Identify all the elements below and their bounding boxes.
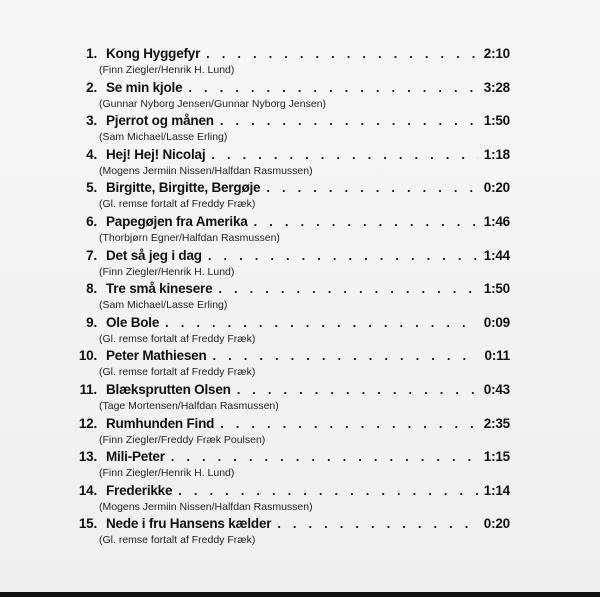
track-item bbox=[70, 280, 510, 314]
track-item bbox=[70, 515, 510, 549]
track-item bbox=[70, 112, 510, 146]
track-title: Nede i fru Hansens kælder bbox=[106, 516, 272, 532]
track-duration: 0:43 bbox=[483, 381, 510, 397]
dot-leader bbox=[220, 415, 478, 433]
track-number: 10. bbox=[78, 348, 97, 364]
track-credit: (Finn Ziegler/Henrik H. Lund) bbox=[99, 265, 235, 278]
dot-leader bbox=[218, 280, 477, 298]
dot-leader bbox=[206, 45, 478, 63]
track-credit: (Gl. remse fortalt af Freddy Fræk) bbox=[99, 198, 256, 211]
track-title: Kong Hyggefyr bbox=[106, 46, 201, 61]
track-item bbox=[70, 79, 510, 113]
track-item bbox=[70, 448, 510, 482]
track-duration: 1:14 bbox=[483, 482, 510, 498]
track-number: 11. bbox=[79, 381, 97, 397]
track-title: Frederikke bbox=[106, 482, 173, 498]
track-duration: 1:46 bbox=[483, 213, 510, 229]
track-credit: (Thorbjørn Egner/Halfdan Rasmussen) bbox=[99, 231, 280, 244]
track-credit: (Gl. remse fortalt af Freddy Fræk) bbox=[99, 534, 256, 547]
track-title: Birgitte, Birgitte, Bergøje bbox=[106, 180, 261, 196]
track-item bbox=[70, 179, 510, 213]
track-credit: (Finn Ziegler/Henrik H. Lund) bbox=[99, 64, 235, 76]
track-number: 7. bbox=[86, 247, 97, 263]
track-number: 1. bbox=[86, 46, 97, 61]
dot-leader bbox=[237, 381, 478, 399]
track-number: 12. bbox=[78, 415, 97, 431]
track-credit: (Gl. remse fortalt af Freddy Fræk) bbox=[99, 366, 256, 379]
track-credit: (Tage Mortensen/Halfdan Rasmussen) bbox=[99, 399, 279, 412]
track-item bbox=[70, 381, 510, 415]
track-title: Se min kjole bbox=[106, 79, 183, 95]
track-duration: 2:10 bbox=[483, 46, 510, 61]
track-credit: (Mogens Jermiin Nissen/Halfdan Rasmussen) bbox=[99, 500, 313, 513]
dot-leader bbox=[254, 213, 478, 231]
track-title: Hej! Hej! Nicolaj bbox=[106, 146, 206, 162]
track-title: Mili-Peter bbox=[106, 449, 165, 465]
track-title: Papegøjen fra Amerika bbox=[106, 213, 248, 229]
dot-leader bbox=[188, 79, 477, 97]
track-number: 13. bbox=[78, 449, 97, 465]
track-number: 3. bbox=[86, 113, 97, 129]
tracklist bbox=[70, 45, 510, 549]
track-credit: (Gl. remse fortalt af Freddy Fræk) bbox=[99, 332, 256, 345]
track-credit: (Finn Ziegler/Freddy Fræk Poulsen) bbox=[99, 433, 266, 446]
track-number: 14. bbox=[78, 482, 97, 498]
track-credit: (Finn Ziegler/Henrik H. Lund) bbox=[99, 467, 235, 480]
dot-leader bbox=[277, 515, 477, 533]
dot-leader bbox=[171, 448, 478, 466]
track-number: 5. bbox=[86, 180, 97, 196]
track-credit: (Sam Michael/Lasse Erling) bbox=[99, 299, 228, 312]
dot-leader bbox=[211, 146, 477, 164]
track-title: Tre små kinesere bbox=[106, 281, 213, 297]
track-item bbox=[70, 482, 510, 516]
dot-leader bbox=[266, 179, 477, 197]
track-duration: 0:20 bbox=[483, 180, 510, 196]
track-title: Det så jeg i dag bbox=[106, 247, 202, 263]
track-number: 4. bbox=[86, 146, 97, 162]
dot-leader bbox=[178, 482, 477, 500]
track-duration: 0:09 bbox=[483, 314, 510, 330]
track-number: 2. bbox=[86, 79, 97, 95]
track-title: Peter Mathiesen bbox=[106, 348, 207, 364]
track-credit: (Gunnar Nyborg Jensen/Gunnar Nyborg Jensen) bbox=[99, 97, 327, 110]
track-item bbox=[70, 213, 510, 247]
bottom-border bbox=[0, 592, 600, 597]
track-item bbox=[70, 347, 510, 381]
track-title: Blæksprutten Olsen bbox=[106, 381, 231, 397]
track-title: Pjerrot og månen bbox=[106, 113, 214, 129]
track-duration: 1:50 bbox=[483, 281, 510, 297]
track-title: Ole Bole bbox=[106, 314, 160, 330]
track-number: 6. bbox=[86, 213, 97, 229]
track-duration: 3:28 bbox=[483, 79, 510, 95]
dot-leader bbox=[220, 112, 478, 130]
track-duration: 0:11 bbox=[484, 348, 510, 364]
track-duration: 1:15 bbox=[483, 449, 510, 465]
dot-leader bbox=[165, 314, 478, 332]
dot-leader bbox=[213, 347, 479, 365]
track-duration: 0:20 bbox=[483, 516, 510, 532]
track-title: Rumhunden Find bbox=[106, 415, 215, 431]
track-duration: 1:50 bbox=[483, 113, 510, 129]
track-number: 15. bbox=[78, 516, 97, 532]
track-duration: 1:18 bbox=[483, 146, 510, 162]
track-credit: (Mogens Jermiin Nissen/Halfdan Rasmussen) bbox=[99, 164, 313, 177]
track-item bbox=[70, 146, 510, 180]
track-number: 8. bbox=[86, 281, 97, 297]
track-credit: (Sam Michael/Lasse Erling) bbox=[99, 131, 228, 144]
track-number: 9. bbox=[86, 314, 97, 330]
track-item bbox=[70, 415, 510, 449]
track-item bbox=[70, 45, 510, 79]
track-duration: 2:35 bbox=[483, 415, 510, 431]
track-item bbox=[70, 247, 510, 281]
dot-leader bbox=[208, 247, 478, 265]
track-item bbox=[70, 314, 510, 348]
track-duration: 1:44 bbox=[483, 247, 510, 263]
